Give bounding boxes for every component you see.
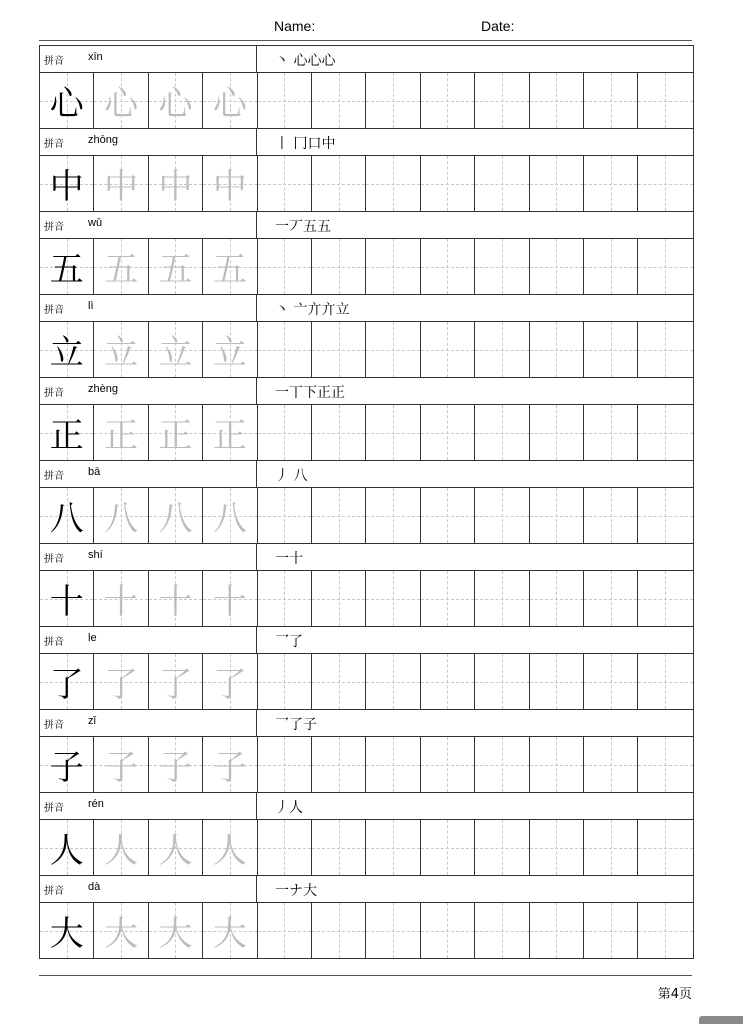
practice-cell[interactable] [638, 571, 692, 626]
trace-character-cell [94, 405, 148, 460]
trace-character-cell [94, 820, 148, 875]
practice-cell[interactable] [530, 156, 584, 211]
trace-character: 五 [104, 250, 139, 290]
writing-grid-row [40, 487, 693, 543]
practice-cell[interactable] [584, 820, 638, 875]
pinyin-label: 拼音 [44, 139, 64, 150]
stroke-order-sequence: 一ナ大 [275, 883, 317, 899]
grid-bottom-border [40, 958, 693, 959]
pinyin-area [40, 544, 257, 570]
stroke-order-area [257, 46, 693, 72]
practice-cell[interactable] [421, 322, 475, 377]
pinyin-label: 拼音 [44, 720, 64, 731]
trace-character: 八 [158, 499, 193, 539]
character-info-row [40, 460, 693, 487]
practice-cell[interactable] [421, 903, 475, 958]
pinyin-area [40, 461, 257, 487]
practice-cell[interactable] [475, 156, 529, 211]
practice-cell[interactable] [258, 239, 312, 294]
pinyin-label: 拼音 [44, 388, 64, 399]
practice-cell[interactable] [530, 322, 584, 377]
practice-cell[interactable] [475, 322, 529, 377]
trace-character-cell [149, 488, 203, 543]
pinyin-area [40, 129, 257, 155]
practice-cell[interactable] [475, 820, 529, 875]
trace-character: 正 [104, 416, 139, 456]
trace-character: 立 [158, 333, 193, 373]
trace-character: 子 [212, 748, 247, 788]
trace-character: 心 [158, 84, 193, 124]
pinyin-label: 拼音 [44, 471, 64, 482]
trace-character-cell [94, 322, 148, 377]
pinyin-label: 拼音 [44, 803, 64, 814]
practice-cell[interactable] [638, 322, 692, 377]
model-character: 子 [49, 748, 84, 788]
trace-character: 大 [158, 914, 193, 954]
practice-cell[interactable] [584, 322, 638, 377]
writing-grid-row [40, 819, 693, 875]
pinyin-value: dà [88, 881, 101, 893]
stroke-order-sequence: 丿 八 [275, 468, 308, 484]
character-info-row [40, 875, 693, 902]
practice-cell[interactable] [366, 239, 420, 294]
practice-cell[interactable] [366, 488, 420, 543]
trace-character-cell [203, 156, 257, 211]
trace-character: 中 [104, 167, 139, 207]
practice-cell[interactable] [258, 73, 312, 128]
pinyin-value: wǔ [88, 217, 103, 229]
practice-cell[interactable] [475, 405, 529, 460]
stroke-order-area [257, 710, 693, 736]
practice-cell[interactable] [638, 737, 692, 792]
practice-cell[interactable] [584, 903, 638, 958]
practice-cell[interactable] [421, 156, 475, 211]
date-label: Date: [481, 18, 515, 34]
pinyin-value: shí [88, 549, 103, 561]
stroke-order-sequence: 一丆五五 [275, 219, 331, 235]
trace-character-cell [203, 737, 257, 792]
stroke-order-sequence: 一丅下正正 [275, 385, 345, 401]
practice-cell[interactable] [421, 820, 475, 875]
practice-cell[interactable] [258, 571, 312, 626]
practice-cell[interactable] [421, 239, 475, 294]
model-character: 中 [49, 167, 84, 207]
practice-cell[interactable] [258, 737, 312, 792]
character-info-row [40, 543, 693, 570]
practice-cell[interactable] [584, 405, 638, 460]
practice-cell[interactable] [475, 903, 529, 958]
stroke-order-area [257, 793, 693, 819]
trace-character: 子 [104, 748, 139, 788]
character-info-row [40, 792, 693, 819]
practice-cell[interactable] [258, 322, 312, 377]
stroke-order-area [257, 295, 693, 321]
practice-cell[interactable] [312, 820, 366, 875]
stroke-order-area [257, 129, 693, 155]
character-info-row [40, 211, 693, 238]
practice-cell[interactable] [366, 820, 420, 875]
character-info-row [40, 626, 693, 653]
stroke-order-area [257, 876, 693, 902]
trace-character: 了 [158, 665, 193, 705]
practice-cell[interactable] [312, 903, 366, 958]
trace-character: 正 [158, 416, 193, 456]
name-label: Name: [274, 18, 316, 34]
pinyin-area [40, 46, 257, 72]
trace-character: 心 [104, 84, 139, 124]
trace-character-cell [203, 903, 257, 958]
stroke-order-area [257, 212, 693, 238]
trace-character-cell [149, 322, 203, 377]
stroke-order-sequence: 丶 亠亣亣立 [275, 302, 350, 318]
trace-character-cell [149, 820, 203, 875]
pinyin-value: zhōng [88, 134, 118, 146]
stroke-order-sequence: 乛了 [275, 634, 303, 650]
practice-cell[interactable] [366, 405, 420, 460]
pinyin-value: lì [88, 300, 94, 312]
trace-character: 大 [212, 914, 247, 954]
model-character: 五 [49, 250, 84, 290]
model-character-cell [40, 571, 94, 626]
trace-character: 中 [158, 167, 193, 207]
trace-character: 人 [158, 831, 193, 871]
writing-grid-row [40, 321, 693, 377]
model-character-cell [40, 156, 94, 211]
practice-cell[interactable] [366, 73, 420, 128]
practice-cell[interactable] [475, 73, 529, 128]
practice-cell[interactable] [312, 156, 366, 211]
pinyin-value: le [88, 632, 97, 644]
trace-character: 心 [212, 84, 247, 124]
pinyin-area [40, 710, 257, 736]
stroke-order-sequence: 乛了子 [275, 717, 317, 733]
pinyin-area [40, 793, 257, 819]
stroke-order-area [257, 544, 693, 570]
trace-character: 了 [104, 665, 139, 705]
writing-grid-row [40, 902, 693, 958]
model-character-cell [40, 737, 94, 792]
practice-cell[interactable] [421, 737, 475, 792]
practice-cell[interactable] [530, 488, 584, 543]
trace-character-cell [149, 156, 203, 211]
practice-cell[interactable] [312, 488, 366, 543]
trace-character: 八 [212, 499, 247, 539]
practice-cell[interactable] [312, 737, 366, 792]
trace-character: 立 [212, 333, 247, 373]
practice-cell[interactable] [312, 405, 366, 460]
trace-character: 大 [104, 914, 139, 954]
model-character-cell [40, 405, 94, 460]
header-divider [39, 40, 692, 41]
trace-character-cell [149, 654, 203, 709]
practice-cell[interactable] [312, 322, 366, 377]
practice-cell[interactable] [638, 405, 692, 460]
practice-cell[interactable] [475, 737, 529, 792]
trace-character: 中 [212, 167, 247, 207]
practice-cell[interactable] [366, 156, 420, 211]
trace-character-cell [203, 488, 257, 543]
practice-cell[interactable] [584, 654, 638, 709]
trace-character-cell [149, 737, 203, 792]
practice-cell[interactable] [475, 239, 529, 294]
model-character-cell [40, 654, 94, 709]
trace-character-cell [203, 820, 257, 875]
practice-grid [39, 45, 694, 959]
practice-cell[interactable] [475, 488, 529, 543]
pinyin-label: 拼音 [44, 305, 64, 316]
scrollbar-thumb[interactable] [699, 1016, 743, 1024]
practice-cell[interactable] [638, 73, 692, 128]
practice-cell[interactable] [584, 239, 638, 294]
practice-cell[interactable] [638, 903, 692, 958]
trace-character: 五 [158, 250, 193, 290]
pinyin-value: rén [88, 798, 104, 810]
practice-cell[interactable] [584, 488, 638, 543]
writing-grid-row [40, 238, 693, 294]
trace-character: 了 [212, 665, 247, 705]
model-character: 八 [49, 499, 84, 539]
trace-character: 十 [104, 582, 139, 622]
practice-cell[interactable] [530, 654, 584, 709]
pinyin-label: 拼音 [44, 222, 64, 233]
model-character-cell [40, 820, 94, 875]
trace-character: 人 [104, 831, 139, 871]
character-info-row [40, 709, 693, 736]
practice-cell[interactable] [421, 654, 475, 709]
trace-character-cell [94, 654, 148, 709]
practice-cell[interactable] [638, 654, 692, 709]
practice-cell[interactable] [638, 488, 692, 543]
stroke-order-sequence: 丿人 [275, 800, 303, 816]
trace-character: 立 [104, 333, 139, 373]
practice-cell[interactable] [312, 73, 366, 128]
practice-cell[interactable] [584, 156, 638, 211]
trace-character-cell [94, 239, 148, 294]
pinyin-value: bā [88, 466, 101, 478]
practice-cell[interactable] [421, 73, 475, 128]
practice-cell[interactable] [530, 903, 584, 958]
writing-grid-row [40, 72, 693, 128]
practice-cell[interactable] [530, 239, 584, 294]
model-character-cell [40, 239, 94, 294]
trace-character: 十 [158, 582, 193, 622]
stroke-order-sequence: 一十 [275, 551, 303, 567]
practice-cell[interactable] [258, 156, 312, 211]
trace-character-cell [203, 73, 257, 128]
trace-character-cell [149, 903, 203, 958]
model-character: 心 [49, 84, 84, 124]
trace-character-cell [203, 322, 257, 377]
practice-cell[interactable] [366, 322, 420, 377]
practice-cell[interactable] [530, 571, 584, 626]
practice-cell[interactable] [421, 405, 475, 460]
model-character: 了 [49, 665, 84, 705]
trace-character: 人 [212, 831, 247, 871]
trace-character-cell [149, 73, 203, 128]
practice-cell[interactable] [530, 405, 584, 460]
practice-cell[interactable] [312, 571, 366, 626]
trace-character-cell [149, 571, 203, 626]
model-character-cell [40, 903, 94, 958]
practice-cell[interactable] [421, 488, 475, 543]
pinyin-area [40, 378, 257, 404]
pinyin-area [40, 295, 257, 321]
trace-character-cell [203, 571, 257, 626]
character-info-row [40, 45, 693, 72]
pinyin-value: zǐ [88, 715, 96, 727]
practice-cell[interactable] [421, 571, 475, 626]
pinyin-area [40, 876, 257, 902]
practice-cell[interactable] [584, 571, 638, 626]
footer-divider [39, 975, 692, 976]
practice-cell[interactable] [312, 654, 366, 709]
model-character-cell [40, 488, 94, 543]
practice-cell[interactable] [475, 571, 529, 626]
trace-character-cell [94, 73, 148, 128]
character-info-row [40, 128, 693, 155]
trace-character: 十 [212, 582, 247, 622]
stroke-order-area [257, 627, 693, 653]
model-character: 大 [49, 914, 84, 954]
trace-character-cell [203, 239, 257, 294]
practice-cell[interactable] [366, 903, 420, 958]
pinyin-label: 拼音 [44, 637, 64, 648]
stroke-order-sequence: 丨 冂口中 [275, 136, 336, 152]
worksheet-header [0, 18, 743, 38]
pinyin-area [40, 212, 257, 238]
trace-character-cell [94, 737, 148, 792]
practice-cell[interactable] [258, 654, 312, 709]
practice-cell[interactable] [258, 820, 312, 875]
trace-character-cell [149, 405, 203, 460]
practice-cell[interactable] [475, 654, 529, 709]
writing-grid-row [40, 404, 693, 460]
practice-cell[interactable] [366, 571, 420, 626]
model-character-cell [40, 322, 94, 377]
model-character: 十 [49, 582, 84, 622]
practice-cell[interactable] [258, 903, 312, 958]
model-character: 人 [49, 831, 84, 871]
trace-character-cell [94, 488, 148, 543]
character-info-row [40, 377, 693, 404]
stroke-order-sequence: 丶 心心心 [275, 53, 336, 69]
pinyin-area [40, 627, 257, 653]
trace-character-cell [203, 654, 257, 709]
character-info-row [40, 294, 693, 321]
model-character-cell [40, 73, 94, 128]
writing-grid-row [40, 653, 693, 709]
pinyin-label: 拼音 [44, 56, 64, 67]
trace-character-cell [94, 156, 148, 211]
practice-cell[interactable] [638, 820, 692, 875]
practice-cell[interactable] [530, 737, 584, 792]
model-character: 正 [49, 416, 84, 456]
practice-cell[interactable] [258, 488, 312, 543]
trace-character: 正 [212, 416, 247, 456]
trace-character: 五 [212, 250, 247, 290]
stroke-order-area [257, 461, 693, 487]
practice-cell[interactable] [312, 239, 366, 294]
practice-cell[interactable] [584, 737, 638, 792]
practice-cell[interactable] [530, 820, 584, 875]
model-character: 立 [49, 333, 84, 373]
practice-cell[interactable] [258, 405, 312, 460]
stroke-order-area [257, 378, 693, 404]
practice-cell[interactable] [366, 654, 420, 709]
writing-grid-row [40, 570, 693, 626]
trace-character-cell [94, 571, 148, 626]
practice-cell[interactable] [638, 156, 692, 211]
practice-cell[interactable] [584, 73, 638, 128]
page-number: 第4页 [657, 987, 692, 1002]
trace-character-cell [94, 903, 148, 958]
pinyin-value: xīn [88, 51, 103, 63]
trace-character: 八 [104, 499, 139, 539]
practice-cell[interactable] [530, 73, 584, 128]
trace-character-cell [149, 239, 203, 294]
pinyin-value: zhèng [88, 383, 118, 395]
writing-grid-row [40, 155, 693, 211]
trace-character-cell [203, 405, 257, 460]
pinyin-label: 拼音 [44, 886, 64, 897]
pinyin-label: 拼音 [44, 554, 64, 565]
practice-cell[interactable] [366, 737, 420, 792]
practice-cell[interactable] [638, 239, 692, 294]
writing-grid-row [40, 736, 693, 792]
trace-character: 子 [158, 748, 193, 788]
